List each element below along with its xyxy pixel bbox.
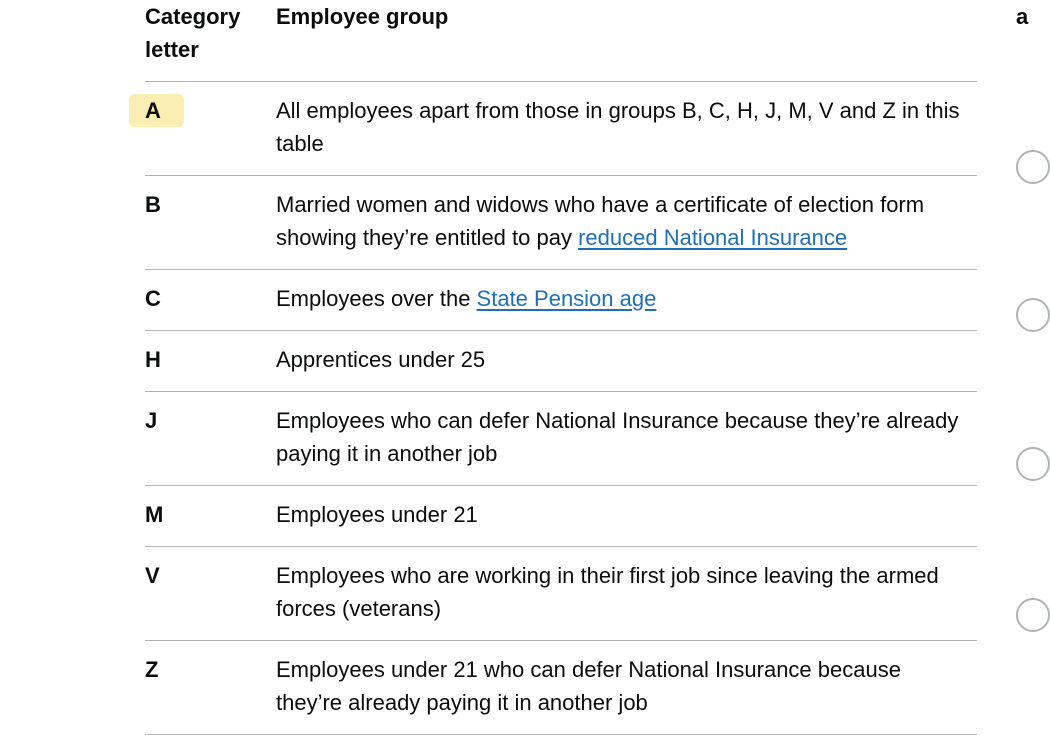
table-row-j (145, 392, 977, 486)
state-pension-age-link[interactable]: State Pension age (476, 286, 657, 311)
employee-group-text: Employees under 21 (276, 502, 478, 527)
category-letter-cell: V (145, 547, 276, 641)
category-letter-cell: Z (145, 641, 276, 735)
category-letter-cell: M (145, 486, 276, 547)
ni-category-table (145, 0, 977, 735)
radio-circle-icon[interactable] (1016, 447, 1050, 481)
employee-group-cell (276, 641, 977, 735)
employee-group-cell (276, 176, 977, 270)
employee-group-cell (276, 331, 977, 392)
employee-group-cell (276, 270, 977, 331)
employee-group-text: Employees under 21 who can defer National Insurance because they’re already paying it in another job (276, 657, 901, 715)
category-letter-cell: C (145, 270, 276, 331)
employee-group-text: Employees over the (276, 286, 477, 311)
employee-group-text: Employees who are working in their first job since leaving the armed forces (veterans) (276, 563, 939, 621)
employee-group-cell (276, 486, 977, 547)
table-header-row (145, 0, 977, 82)
employee-group-text: Married women and widows who have a certificate of election form showing they’re entitled to pay (276, 192, 925, 250)
employee-group-text: Apprentices under 25 (276, 347, 486, 372)
employee-group-cell (276, 82, 977, 176)
category-letter-cell: H (145, 331, 276, 392)
table-row-m (145, 486, 977, 547)
header-category-letter: Category letter (145, 0, 276, 82)
category-letter-cell (145, 82, 276, 176)
category-letter-cell: B (145, 176, 276, 270)
header-employee-group: Employee group (276, 0, 977, 82)
highlighted-letter: A (129, 94, 184, 127)
employee-group-cell (276, 547, 977, 641)
employee-group-cell (276, 392, 977, 486)
category-letter-cell: J (145, 392, 276, 486)
table-row-a (145, 82, 977, 176)
right-column-partial-text: a (1016, 4, 1029, 29)
employee-group-text: All employees apart from those in groups B, C, H, J, M, V and Z in this table (276, 98, 960, 156)
table-row-v (145, 547, 977, 641)
employee-group-text: Employees who can defer National Insurance because they’re already paying it in another job (276, 408, 959, 466)
radio-circle-icon[interactable] (1016, 298, 1050, 332)
table-row-h (145, 331, 977, 392)
reduced-national-insurance-link[interactable]: reduced National Insurance (578, 225, 848, 250)
table-row-z (145, 641, 977, 735)
radio-circle-icon[interactable] (1016, 598, 1050, 632)
table-row-c (145, 270, 977, 331)
table-row-b (145, 176, 977, 270)
radio-circle-icon[interactable] (1016, 150, 1050, 184)
